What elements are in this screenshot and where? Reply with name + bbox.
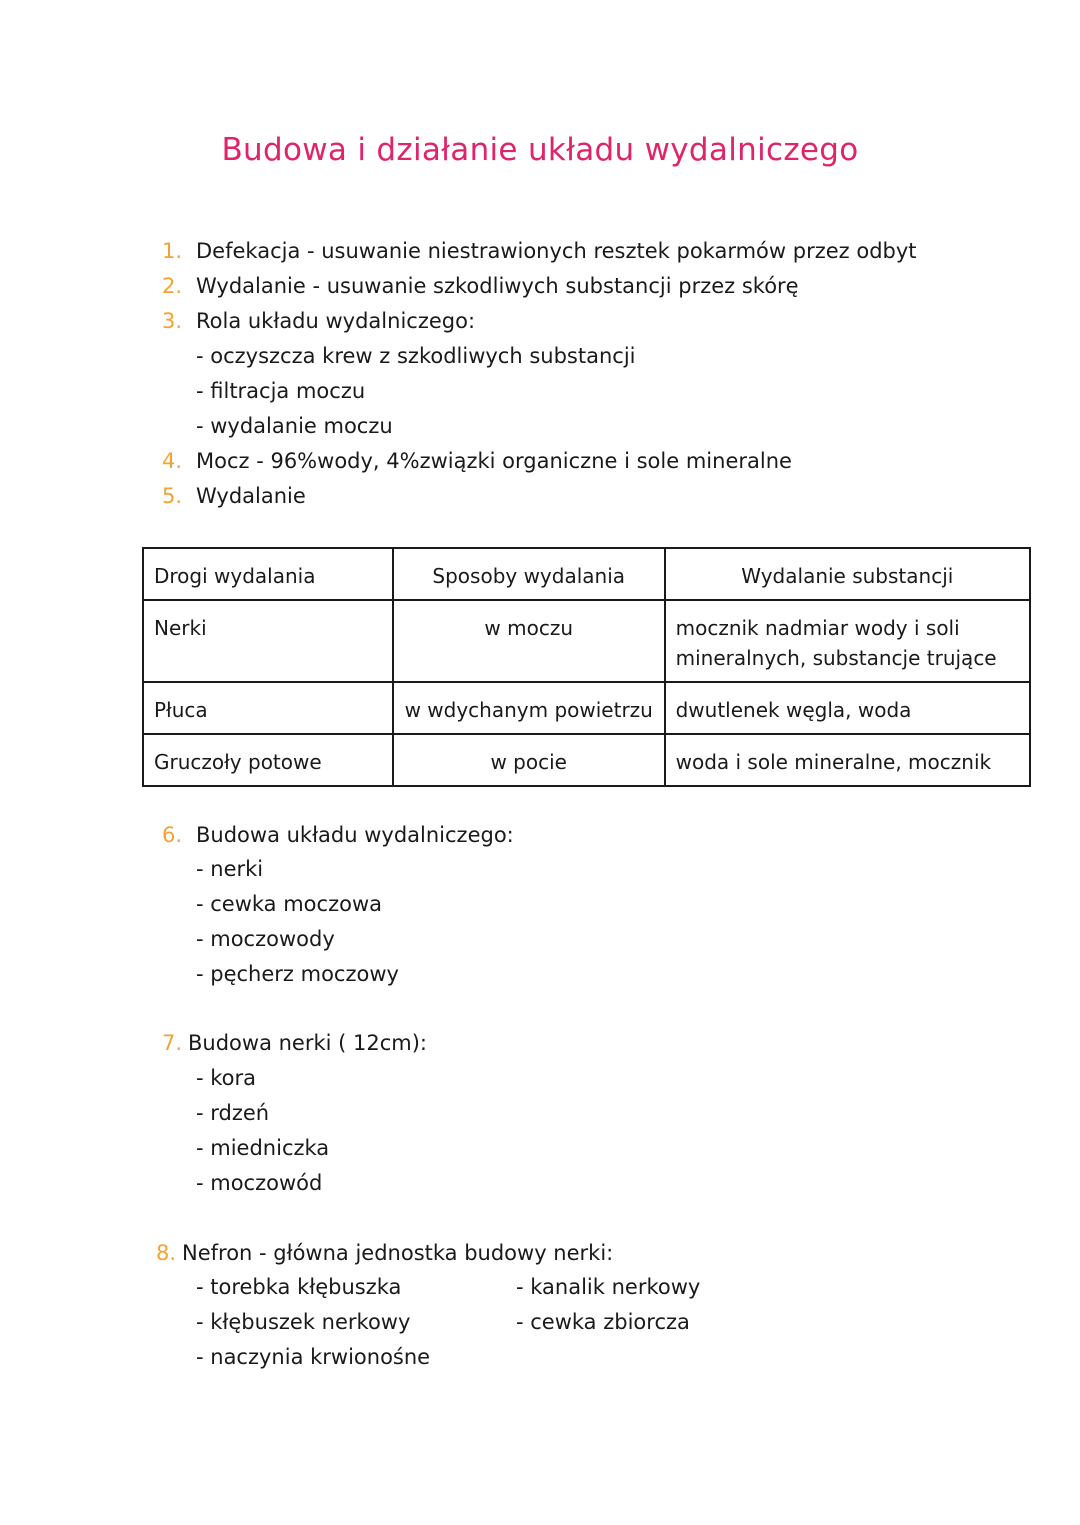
list-item-5 bbox=[162, 482, 306, 510]
sub-item: - nerki bbox=[196, 857, 264, 881]
sub-item: - moczowody bbox=[196, 927, 335, 951]
table-cell: w pocie bbox=[393, 734, 665, 786]
list-number: 7. bbox=[162, 1031, 183, 1055]
sub-item: - rdzeń bbox=[196, 1101, 270, 1125]
sub-item: - torebka kłębuszka bbox=[196, 1275, 402, 1299]
sub-item: - filtracja moczu bbox=[196, 379, 366, 403]
list-item-6 bbox=[162, 821, 514, 849]
list-item-1 bbox=[162, 237, 917, 265]
list-number: 8. bbox=[156, 1241, 177, 1265]
list-item-7 bbox=[162, 1029, 427, 1057]
table-cell: w moczu bbox=[393, 600, 665, 682]
table-cell: woda i sole mineralne, mocznik bbox=[665, 734, 1030, 786]
sub-item: - wydalanie moczu bbox=[196, 414, 393, 438]
sub-item: - kłębuszek nerkowy bbox=[196, 1310, 411, 1334]
list-number: 1. bbox=[162, 239, 183, 263]
sub-item: - miedniczka bbox=[196, 1136, 330, 1160]
list-number: 4. bbox=[162, 449, 183, 473]
list-text: Mocz - 96%wody, 4%związki organiczne i sole mineralne bbox=[196, 449, 792, 473]
sub-item: - cewka zbiorcza bbox=[516, 1310, 690, 1334]
table-row bbox=[143, 734, 1030, 786]
list-text: Wydalanie bbox=[196, 484, 306, 508]
table-cell: mocznik nadmiar wody i soli mineralnych, substancje trujące bbox=[665, 600, 1030, 682]
sub-item: - kora bbox=[196, 1066, 257, 1090]
table-cell: Gruczoły potowe bbox=[143, 734, 393, 786]
list-text: Nefron - główna jednostka budowy nerki: bbox=[182, 1241, 614, 1265]
list-text: Budowa nerki ( 12cm): bbox=[188, 1031, 428, 1055]
excretion-table bbox=[142, 547, 1031, 787]
list-text: Rola układu wydalniczego: bbox=[196, 309, 476, 333]
list-text: Defekacja - usuwanie niestrawionych resztek pokarmów przez odbyt bbox=[196, 239, 917, 263]
list-item-4 bbox=[162, 447, 792, 475]
list-number: 5. bbox=[162, 484, 183, 508]
list-item-2 bbox=[162, 272, 799, 300]
sub-item: - moczowód bbox=[196, 1171, 323, 1195]
sub-item: - cewka moczowa bbox=[196, 892, 382, 916]
table-cell: dwutlenek węgla, woda bbox=[665, 682, 1030, 734]
table-cell: Płuca bbox=[143, 682, 393, 734]
list-text: Budowa układu wydalniczego: bbox=[196, 823, 514, 847]
table-cell: Nerki bbox=[143, 600, 393, 682]
sub-item: - naczynia krwionośne bbox=[196, 1345, 431, 1369]
sub-item: - oczyszcza krew z szkodliwych substancji bbox=[196, 344, 636, 368]
table-header-row bbox=[143, 548, 1030, 600]
list-number: 2. bbox=[162, 274, 183, 298]
table-row bbox=[143, 600, 1030, 682]
sub-item: - kanalik nerkowy bbox=[516, 1275, 701, 1299]
list-text: Wydalanie - usuwanie szkodliwych substancji przez skórę bbox=[196, 274, 799, 298]
table-header-cell: Drogi wydalania bbox=[143, 548, 393, 600]
sub-item: - pęcherz moczowy bbox=[196, 962, 399, 986]
list-number: 6. bbox=[162, 823, 183, 847]
table-header-cell: Wydalanie substancji bbox=[665, 548, 1030, 600]
table-header-cell: Sposoby wydalania bbox=[393, 548, 665, 600]
list-item-8 bbox=[156, 1239, 613, 1267]
page-title: Budowa i działanie układu wydalniczego bbox=[221, 132, 859, 168]
table-cell: w wdychanym powietrzu bbox=[393, 682, 665, 734]
table-row bbox=[143, 682, 1030, 734]
list-number: 3. bbox=[162, 309, 183, 333]
list-item-3 bbox=[162, 307, 475, 335]
